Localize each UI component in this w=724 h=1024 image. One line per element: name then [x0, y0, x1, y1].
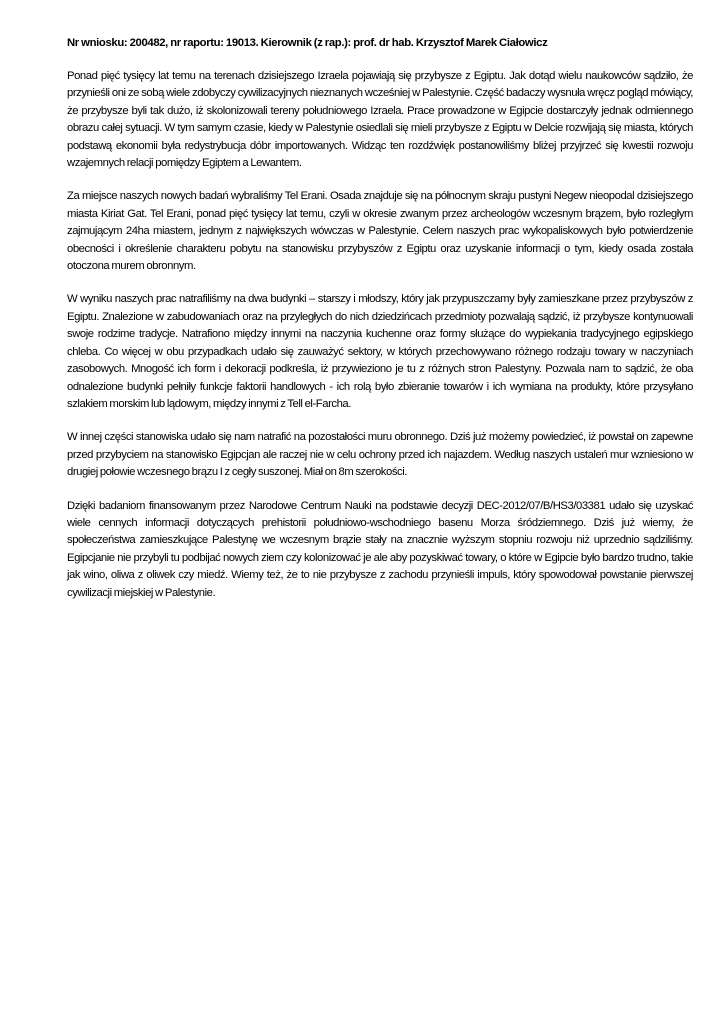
report-heading: Nr wniosku: 200482, nr raportu: 19013. Kierownik (z rap.): prof. dr hab. Krzysztof Marek Ciałowicz: [67, 37, 548, 49]
paragraph-findings: W wyniku naszych prac natrafiliśmy na dwa budynki – starszy i młodszy, który jak przypuszczamy były zamieszkane przez przybyszów z Egiptu. Znalezione w zabudowaniach oraz na przyległych do nich dziedzińcach przedmioty pozwalają sądzić, iż przybysze kontynuowali swoje rodzime tradycje. Natrafiono między innymi na naczynia kuchenne oraz formy służące do wypiekania tradycyjnego egipskiego chleba. Co więcej w obu przypadkach udało się zauważyć sektory, w których przechowywano różnego rodzaju towary w naczyniach zasobowych. Mnogość ich form i dekoracji podkreśla, iż przywieziono je tu z różnych stron Palestyny. Pozwala nam to sądzić, że oba odnalezione budynki pełniły funkcje faktorii handlowych - ich rolą było zbieranie towarów i ich wymiana na produkty, które przysyłano szlakiem morskim lub lądowym, między innymi z Tell el-Farcha.: [67, 293, 693, 410]
paragraph-tel-erani: Za miejsce naszych nowych badań wybraliśmy Tel Erani. Osada znajduje się na północnym skraju pustyni Negew nieopodal dzisiejszego miasta Kiriat Gat. Tel Erani, ponad pięć tysięcy lat temu, czyli w okresie zwanym przez archeologów wczesnym brązem, było rozległym zajmującym 24ha miastem, jednym z największych wówczas w Palestynie. Celem naszych prac wykopaliskowych było potwierdzenie obecności i określenie charakteru pobytu na stanowisku przybyszów z Egiptu oraz uzyskanie informacji o tym, kiedy osada została otoczona murem obronnym.: [67, 190, 693, 273]
paragraph-defensive-wall: W innej części stanowiska udało się nam natrafić na pozostałości muru obronnego. Dziś już możemy powiedzieć, iż powstał on zapewne przed przybyciem na stanowisko Egipcjan ale raczej nie w celu ochrony przed ich najazdem. Według naszych ustaleń mur wzniesiono w drugiej połowie wczesnego brązu I z cegły suszonej. Miał on 8m szerokości.: [67, 431, 693, 479]
paragraph-intro: Ponad pięć tysięcy lat temu na terenach dzisiejszego Izraela pojawiają się przybysze z Egiptu. Jak dotąd wielu naukowców sądziło, że przynieśli oni ze sobą wiele zdobyczy cywilizacyjnych nieznanych wcześniej w Palestynie. Część badaczy wysnuła wręcz pogląd mówiący, że przybysze byli tak dużo, iż skolonizowali tereny południowego Izraela. Prace prowadzone w Egipcie dostarczyły jednak odmiennego obrazu całej sytuacji. W tym samym czasie, kiedy w Palestynie osiedlali się mieli przybysze z Egiptu w Delcie rozwijają się miasta, których podstawą ekonomii była redystrybucja dóbr importowanych. Widząc ten rozdźwięk postanowiliśmy bliżej przyjrzeć się kwestii rozwoju wzajemnych relacji pomiędzy Egiptem a Lewantem.: [67, 70, 693, 170]
paragraph-conclusions: Dzięki badaniom finansowanym przez Narodowe Centrum Nauki na podstawie decyzji DEC-2012/07/B/HS3/03381 udało się uzyskać wiele cennych informacji dotyczących prehistorii południowo-wschodniego basenu Morza śródziemnego. Dziś już wiemy, że społeczeństwa zamieszkujące Palestynę we wczesnym brązie stały na znacznie wyższym stopniu rozwoju niż uprzednio sądziliśmy. Egipcjanie nie przybyli tu podbijać nowych ziem czy kolonizować je ale aby pozyskiwać towary, o które w Egipcie było bardzo trudno, takie jak wino, oliwa z oliwek czy miedź. Wiemy też, że to nie przybysze z zachodu przynieśli impuls, który spowodował powstanie pierwszej cywilizacji miejskiej w Palestynie.: [67, 499, 693, 599]
